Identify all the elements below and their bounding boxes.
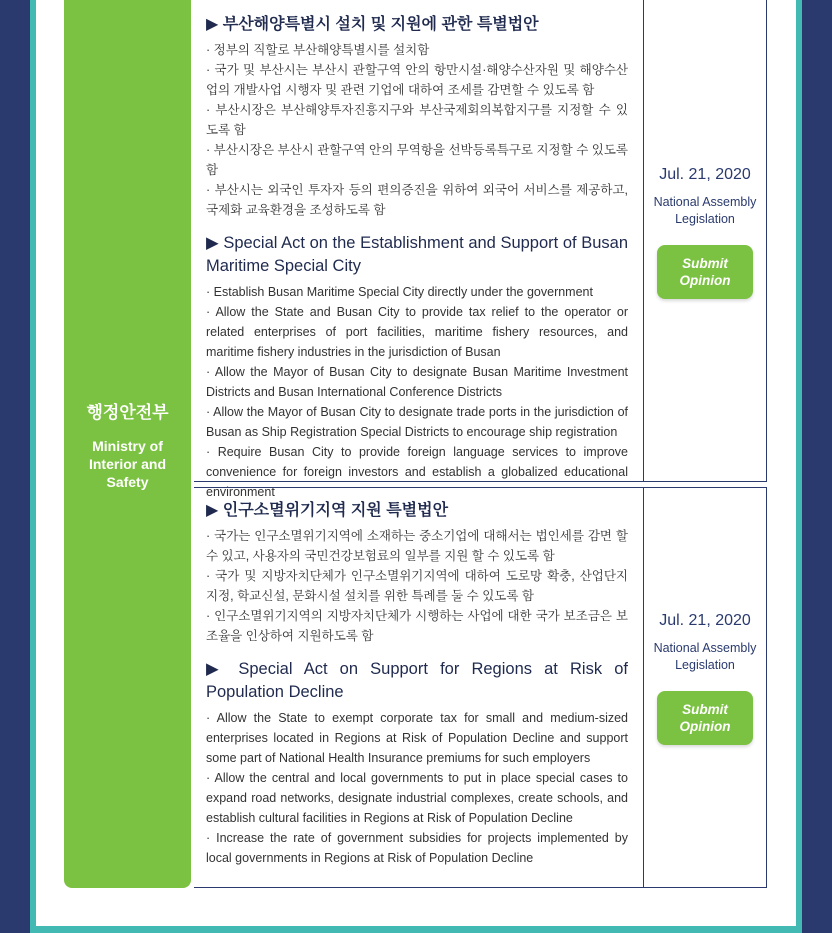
bill-item-ko: · 부산시장은 부산시 관할구역 안의 무역항을 선박등록특구로 지정할 수 있도록 함 [206,143,628,177]
bill-item-en: · Allow the State to exempt corporate tax for small and medium-sized enterprises located in Regions at Risk of Population Decline and support some part of National Health Insurance premiums for such employers [206,711,628,765]
bill-content [206,14,628,502]
bill-date: Jul. 21, 2020 [659,166,751,183]
row-right-border [766,0,767,481]
bill-row [194,487,767,888]
bill-item-ko: · 국가 및 지방자치단체가 인구소멸위기지역에 대하여 도로망 확충, 산업단지 지정, 학교신설, 문화시설 설치를 위한 특례를 둘 수 있도록 함 [206,569,628,603]
bill-row [194,0,767,499]
bill-title-ko: ▶ 인구소멸위기지역 지원 특별법안 [206,502,449,519]
bill-status [644,166,766,299]
bill-date: Jul. 21, 2020 [659,612,751,629]
bill-item-ko: · 부산시장은 부산해양투자진흥지구와 부산국제회의복합지구를 지정할 수 있도록 함 [206,103,628,137]
bill-title-en: ▶ Special Act on Support for Regions at Risk of Population Decline [206,660,628,701]
bill-item-ko: · 인구소멸위기지역의 지방자치단체가 시행하는 사업에 대한 국가 보조금은 보조율을 인상하여 지원하도록 함 [206,609,628,643]
bill-item-en: · Allow the State and Busan City to provide tax relief to the operator or related enterprises of port facilities, maritime fishery resources, and maritime fishery industries in the jurisdiction of Busan [206,305,628,359]
bill-stage: National Assembly Legislation [653,641,757,672]
bill-item-en: · Require Busan City to provide foreign language services to improve convenience for foreign investors and establish a globalized educational environment [206,445,628,499]
bill-item-en: · Allow the Mayor of Busan City to designate trade ports in the jurisdiction of Busan as Ship Registration Special Districts to encourage ship registration [206,405,628,439]
ministry-name-ko: 행정안전부 [86,402,169,422]
submit-opinion-button[interactable] [657,691,753,745]
ministry-name-en: Ministry of Interior and Safety [88,437,166,490]
submit-opinion-label: Submit Opinion [679,702,731,734]
bill-title-en: ▶ Special Act on the Establishment and Support of Busan Maritime Special City [206,234,628,275]
bill-item-ko: · 부산시는 외국인 투자자 등의 편의증진을 위하여 외국어 서비스를 제공하고, 국제화 교육환경을 조성하도록 함 [206,183,628,217]
bill-item-en: · Establish Busan Maritime Special City directly under the government [206,285,593,299]
bill-item-en: · Allow the Mayor of Busan City to designate Busan Maritime Investment Districts and Busan International Conference Districts [206,365,628,399]
bill-item-ko: · 국가 및 부산시는 부산시 관할구역 안의 항만시설·해양수산자원 및 해양수산업의 개발사업 시행자 및 관련 기업에 대하여 조세를 감면할 수 있도록 함 [206,63,628,97]
bill-stage: National Assembly Legislation [653,195,757,226]
submit-opinion-button[interactable] [657,245,753,299]
bill-item-en: · Increase the rate of government subsidies for projects implemented by local governments in Regions at Risk of Population Decline [206,831,628,865]
ministry-cell [64,0,191,888]
bill-title-ko: ▶ 부산해양특별시 설치 및 지원에 관한 특별법안 [206,16,539,33]
submit-opinion-label: Submit Opinion [679,256,731,288]
bill-item-en: · Allow the central and local governments to put in place special cases to expand road networks, designate industrial complexes, create schools, and establish cultural facilities in Regions at Risk of Population Decline [206,771,628,825]
bill-status [644,612,766,745]
bill-content [206,500,628,868]
row-right-border [766,488,767,887]
bill-item-ko: · 국가는 인구소멸위기지역에 소재하는 중소기업에 대해서는 법인세를 감면 할 수 있고, 사용자의 국민건강보험료의 일부를 지원 할 수 있도록 함 [206,529,628,563]
bill-item-ko: · 정부의 직할로 부산해양특별시를 설치함 [206,43,430,57]
